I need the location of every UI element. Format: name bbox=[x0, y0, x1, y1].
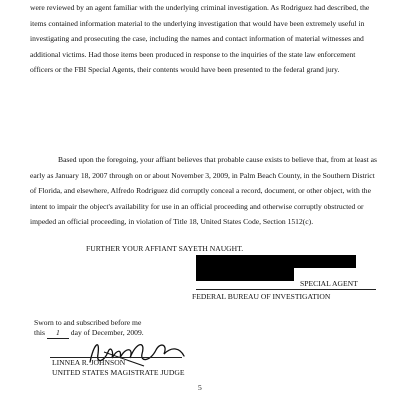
paragraph-probable-cause: Based upon the foregoing, your affiant believes that probable cause exists to believe that, from at least as early as January 18, 2007 through on or about November 3, 2009, in Palm Beach County, in the Southern District of Florida, and elsewhere, Alfredo Rodriguez did corruptly conceal a record, document, or other object, with the intent to impair the object's availability for use in an official proceeding and otherwise corruptly obstructed or impeded an official proceeding, in violation of Title 18, United States Code, Section 1512(c). bbox=[30, 155, 377, 226]
jurat-day-value: 1 bbox=[47, 327, 69, 339]
paragraph-evidence-review: were reviewed by an agent familiar with the underlying criminal investigation. As Rodriguez had described, the items contained information material to the underlying investigation that would have been extremely useful in investigating and prosecuting the case, including the names and contact information of material witnesses and additional victims. Had those items been produced in response to the inquiries of the state law enforcement officers or the FBI Special Agents, their contents would have been presented to the federal grand jury. bbox=[30, 3, 370, 74]
judge-title: UNITED STATES MAGISTRATE JUDGE bbox=[52, 368, 185, 377]
affiant-signature-line bbox=[196, 289, 376, 290]
jurat-this-label: this bbox=[34, 328, 45, 337]
judge-name: LINNEA R. JOHNSON bbox=[52, 358, 126, 367]
redaction-block bbox=[196, 268, 294, 281]
jurat-date-text: day of December, 2009. bbox=[70, 328, 144, 337]
page-number: 5 bbox=[198, 383, 202, 392]
jurat-line-1: Sworn to and subscribed before me bbox=[34, 318, 142, 327]
closing-statement: FURTHER YOUR AFFIANT SAYETH NAUGHT. bbox=[86, 244, 244, 253]
affiant-title: SPECIAL AGENT bbox=[300, 279, 358, 288]
affiant-agency: FEDERAL BUREAU OF INVESTIGATION bbox=[192, 292, 331, 301]
redaction-block bbox=[196, 255, 356, 268]
